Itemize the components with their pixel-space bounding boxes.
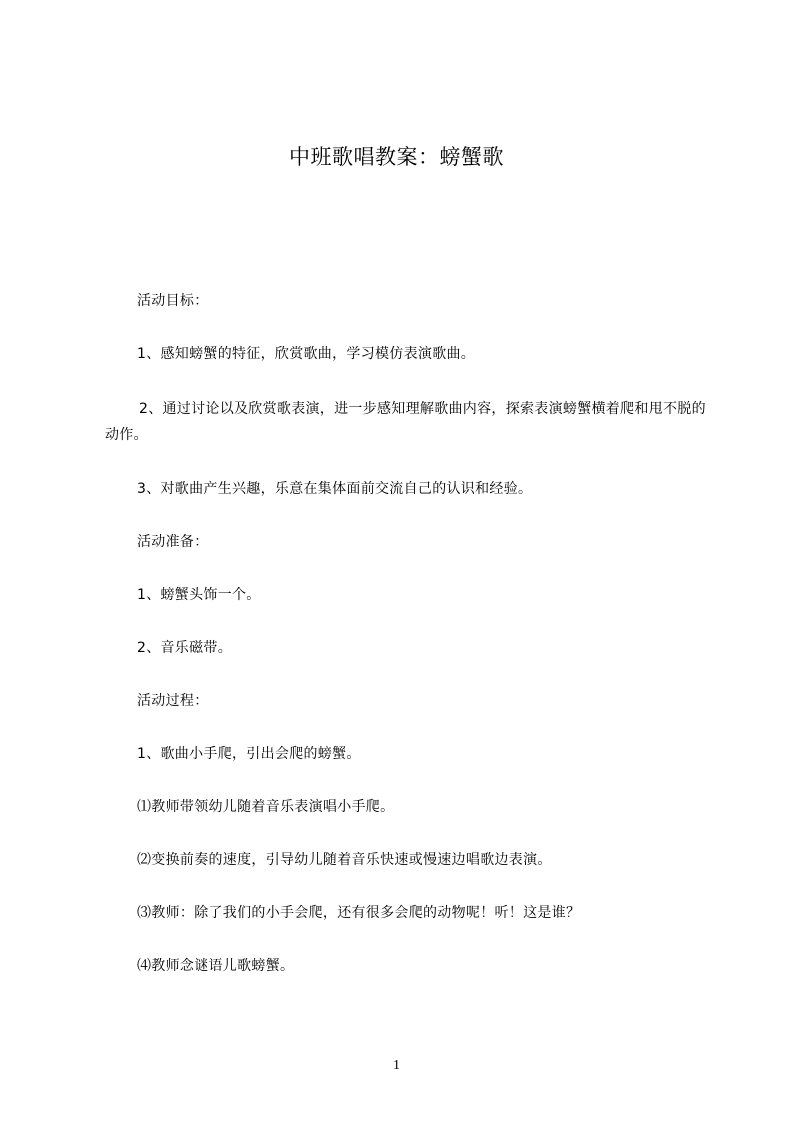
- paragraph-goal-1: 1、感知螃蟹的特征，欣赏歌曲，学习模仿表演歌曲。: [137, 346, 476, 362]
- paragraph-goal-2: 2、通过讨论以及欣赏歌表演，进一步感知理解歌曲内容，探索表演螃蟹横着爬和甩不脱的动作。: [105, 401, 706, 443]
- section-heading-goals: 活动目标：: [137, 293, 209, 309]
- section-heading-process: 活动过程：: [137, 693, 209, 709]
- section-heading-preparation: 活动准备：: [137, 534, 209, 550]
- paragraph-preparation-2: 2、音乐磁带。: [137, 640, 233, 656]
- paragraph-process-step-4: ⑷教师念谜语儿歌螃蟹。: [137, 958, 295, 974]
- paragraph-process-step-2: ⑵变换前奏的速度，引导幼儿随着音乐快速或慢速边唱歌边表演。: [137, 852, 552, 868]
- paragraph-goal-3: 3、对歌曲产生兴趣，乐意在集体面前交流自己的认识和经验。: [137, 481, 533, 497]
- paragraph-process-step-1: ⑴教师带领幼儿随着音乐表演唱小手爬。: [137, 799, 395, 815]
- paragraph-process-step-3: ⑶教师：除了我们的小手会爬，还有很多会爬的动物呢！听！这是谁？: [137, 905, 581, 921]
- paragraph-process-1: 1、歌曲小手爬，引出会爬的螃蟹。: [137, 746, 361, 762]
- page-number: 1: [393, 1058, 400, 1073]
- paragraph-preparation-1: 1、螃蟹头饰一个。: [137, 587, 261, 603]
- document-title: 中班歌唱教案：螃蟹歌: [289, 145, 504, 169]
